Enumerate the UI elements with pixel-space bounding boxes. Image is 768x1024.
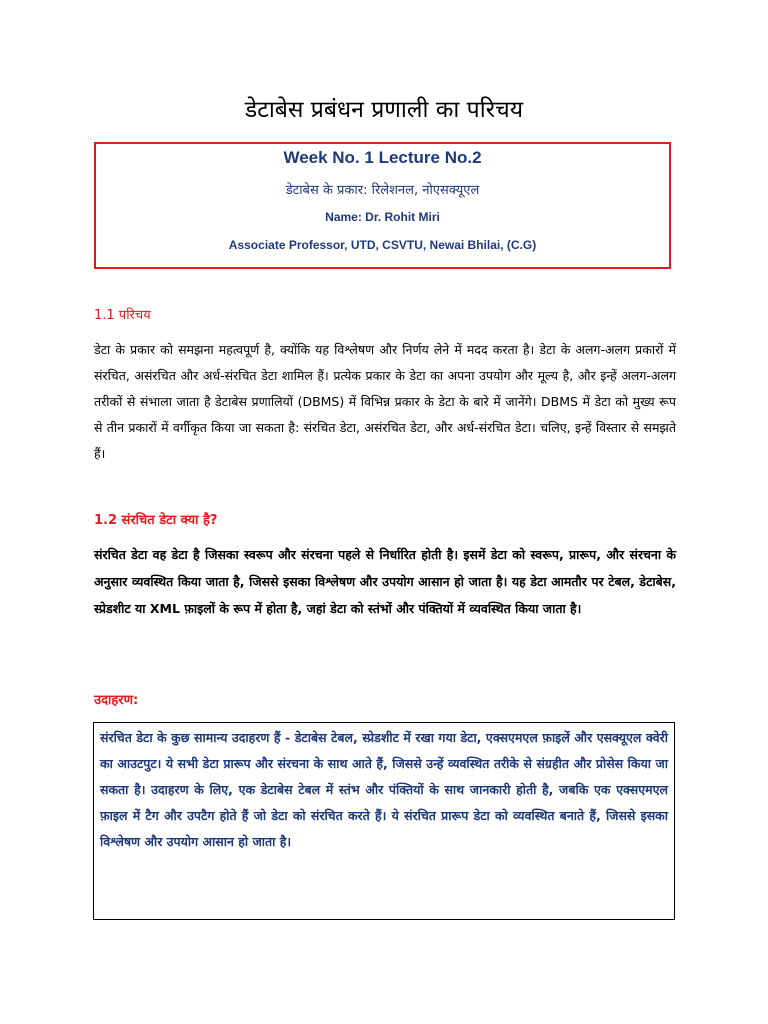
section-heading-structured-data: 1.2 संरचित डेटा क्या है? (94, 513, 218, 528)
section-structured-data-paragraph: संरचित डेटा वह डेटा है जिसका स्वरूप और संरचना पहले से निर्धारित होती है। इसमें डेटा को स्वरूप, प्रारूप, और संरचना के अनुसार व्यवस्थित किया जाता है, जिससे इसका विश्लेषण और उपयोग आसान हो जाता है। यह डेटा आमतौर पर टेबल, डेटाबेस, स्प्रेडशीट या XML फ़ाइलों के रूप में होता है, जहां डेटा को स्तंभों और पंक्तियों में व्यवस्थित किया जाता है। (94, 547, 676, 616)
database-types-subtitle: डेटाबेस के प्रकार: रिलेशनल, नोएसक्यूएल (285, 183, 480, 198)
example-heading: उदाहरण: (94, 693, 139, 708)
example-box (93, 722, 675, 920)
author-position: Associate Professor, UTD, CSVTU, Newai Bhilai, (C.G) (228, 238, 537, 252)
document-title: डेटाबेस प्रबंधन प्रणाली का परिचय (244, 97, 524, 123)
lecture-info-box (94, 142, 671, 269)
section-intro-paragraph: डेटा के प्रकार को समझना महत्वपूर्ण है, क्योंकि यह विश्लेषण और निर्णय लेने में मदद करता है। डेटा के अलग-अलग प्रकारों में संरचित, असंरचित और अर्ध-संरचित डेटा शामिल हैं। प्रत्येक प्रकार के डेटा का अपना उपयोग और मूल्य है, और इन्हें अलग-अलग तरीकों से संभाला जाता है डेटाबेस प्रणालियों (DBMS) में विभिन्न प्रकार के डेटा के बारे में जानेंगे। DBMS में डेटा को मुख्य रूप से तीन प्रकारों में वर्गीकृत किया जा सकता है: संरचित डेटा, असंरचित डेटा, और अर्ध-संरचित डेटा। चलिए, इन्हें विस्तार से समझते हैं। (94, 342, 676, 461)
week-lecture-label: Week No. 1 Lecture No.2 (283, 148, 482, 167)
section-heading-intro: 1.1 परिचय (94, 308, 151, 323)
author-name: Name: Dr. Rohit Miri (325, 210, 440, 224)
example-paragraph: संरचित डेटा के कुछ सामान्य उदाहरण हैं - डेटाबेस टेबल, स्प्रेडशीट में रखा गया डेटा, एक्सएमएल फ़ाइलें और एसक्यूएल क्वेरी का आउटपुट। ये सभी डेटा प्रारूप और संरचना के साथ आते हैं, जिससे उन्हें व्यवस्थित तरीके से संग्रहीत और प्रोसेस किया जा सकता है। उदाहरण के लिए, एक डेटाबेस टेबल में स्तंभ और पंक्तियों के साथ जानकारी होती है, जबकि एक एक्सएमएल फ़ाइल में टैग और उपटैग होते हैं जो डेटा को संरचित करते हैं। ये संरचित प्रारूप डेटा को व्यवस्थित बनाते हैं, जिससे इसका विश्लेषण और उपयोग आसान हो जाता है। (100, 730, 668, 849)
